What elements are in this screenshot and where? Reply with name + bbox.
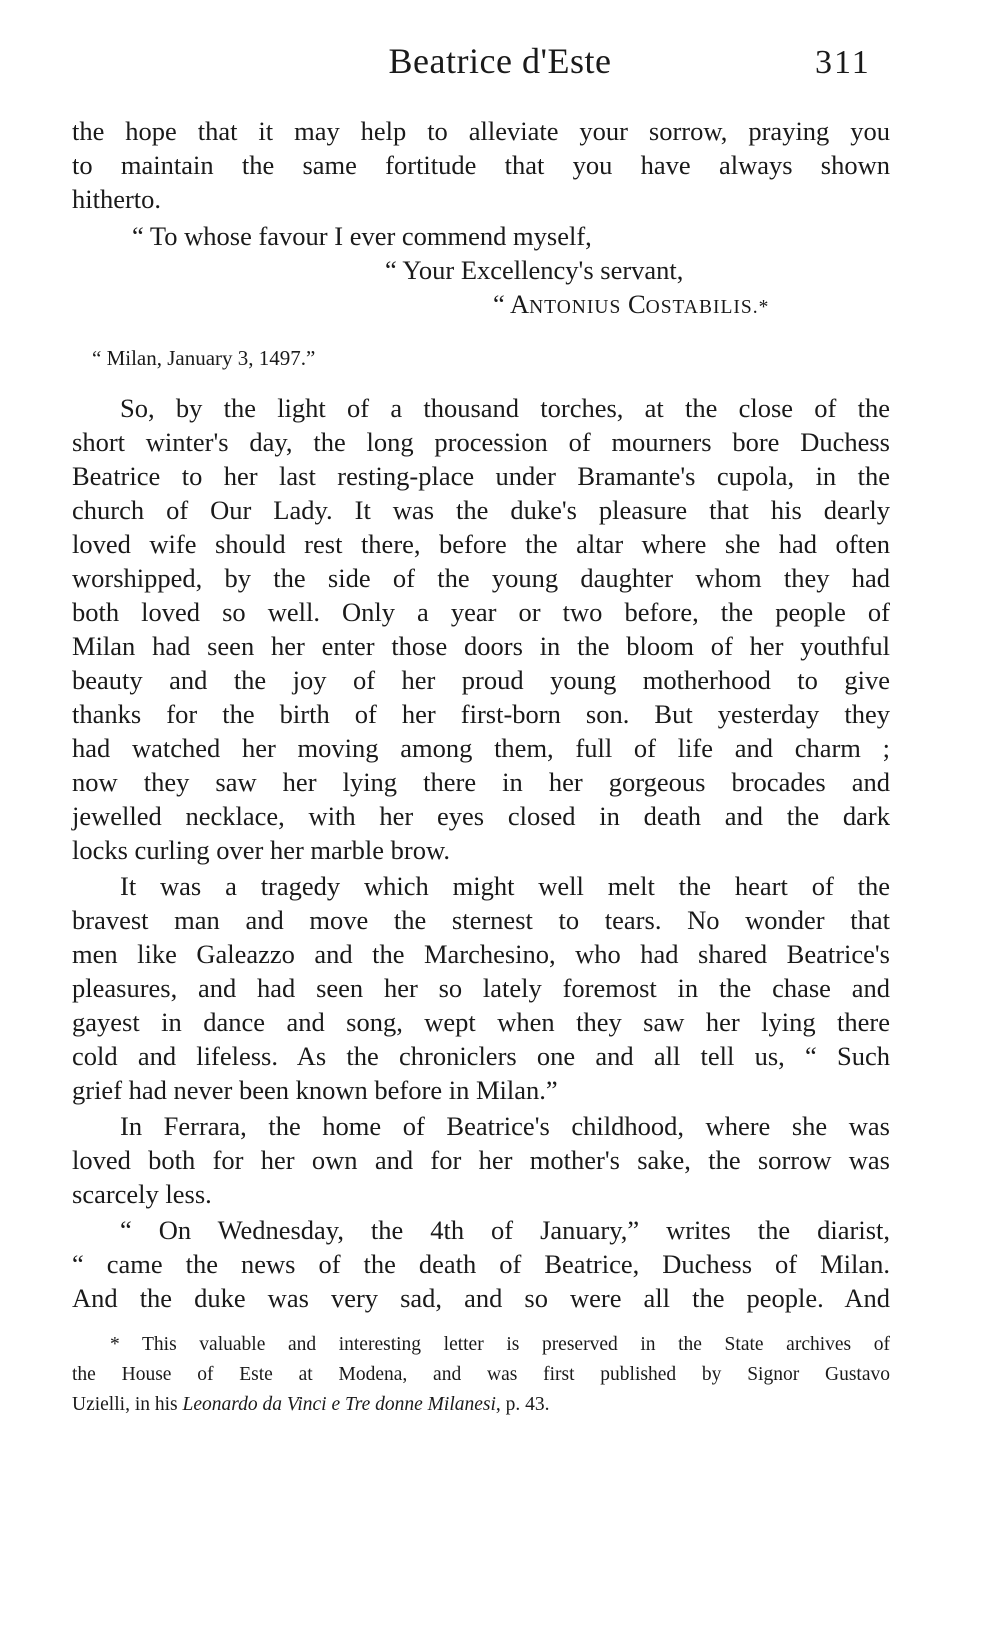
footnote-text: , p. 43. — [495, 1394, 550, 1415]
text-line: scarcely less. — [72, 1179, 212, 1209]
running-title: Beatrice d'Este — [388, 41, 612, 81]
text-line: worshipped, by the side of the young daughter whom they had — [72, 563, 890, 593]
text-line: cold and lifeless. As the chroniclers one and all tell us, “ Such — [72, 1041, 890, 1071]
text-line: In Ferrara, the home of Beatrice's childhood, where she was — [120, 1111, 890, 1141]
text-line: loved wife should rest there, before the altar where she had often — [72, 529, 890, 559]
footnote-line — [72, 1390, 890, 1420]
text-line: “ On Wednesday, the 4th of January,” writes the diarist, — [120, 1215, 890, 1245]
footnote-line: the House of Este at Modena, and was first published by Signor Gustavo — [72, 1364, 890, 1385]
letter-servant-line: “ Your Excellency's servant, — [385, 255, 684, 285]
text-line: Beatrice to her last resting-place under Bramante's cupola, in the — [72, 461, 890, 491]
text-line: thanks for the birth of her first-born son. But yesterday they — [72, 699, 890, 729]
text-line: bravest man and move the sternest to tears. No wonder that — [72, 905, 890, 935]
text-line: both loved so well. Only a year or two before, the people of — [72, 597, 890, 627]
text-line: now they saw her lying there in her gorgeous brocades and — [72, 767, 890, 797]
text-line: gayest in dance and song, wept when they saw her lying there — [72, 1007, 890, 1037]
text-line: beauty and the joy of her proud young motherhood to give — [72, 665, 890, 695]
letter-closing: “ To whose favour I ever commend myself, — [132, 221, 592, 251]
letter-line: to maintain the same fortitude that you have always shown — [72, 150, 890, 180]
text-line: men like Galeazzo and the Marchesino, who had shared Beatrice's — [72, 939, 890, 969]
text-line: And the duke was very sad, and so were all the people. And — [72, 1283, 890, 1313]
signature-small-caps: NTONIUS — [529, 297, 622, 318]
letter-signature — [493, 286, 769, 322]
signature-initial: C — [627, 289, 646, 319]
footnote-line: * This valuable and interesting letter is preserved in the State archives of — [110, 1334, 890, 1355]
signature-initial: A — [509, 289, 530, 319]
text-line: church of Our Lady. It was the duke's pleasure that his dearly — [72, 495, 890, 525]
text-line: It was a tragedy which might well melt the heart of the — [120, 871, 890, 901]
footnote-book-title: Leonardo da Vinci e Tre donne Milanesi — [182, 1394, 496, 1415]
text-line: locks curling over her marble brow. — [72, 835, 450, 865]
letter-line: the hope that it may help to alleviate your sorrow, praying you — [72, 116, 890, 146]
signature-open-quote: “ — [493, 289, 510, 319]
letter-line: hitherto. — [72, 184, 162, 214]
page-number: 311 — [815, 44, 871, 81]
text-line: short winter's day, the long procession of mourners bore Duchess — [72, 427, 890, 457]
text-line: grief had never been known before in Milan.” — [72, 1075, 558, 1105]
text-line: pleasures, and had seen her so lately foremost in the chase and — [72, 973, 890, 1003]
text-line: had watched her moving among them, full of life and charm ; — [72, 733, 890, 763]
signature-small-caps: OSTABILIS.* — [645, 297, 770, 318]
text-line: Milan had seen her enter those doors in the bloom of her youthful — [72, 631, 890, 661]
letter-date: “ Milan, January 3, 1497.” — [92, 346, 316, 370]
footnote-text: Uzielli, in his — [72, 1394, 183, 1415]
text-line: “ came the news of the death of Beatrice, Duchess of Milan. — [72, 1249, 890, 1279]
text-line: jewelled necklace, with her eyes closed in death and the dark — [72, 801, 890, 831]
text-line: So, by the light of a thousand torches, at the close of the — [120, 393, 890, 423]
text-line: loved both for her own and for her mother's sake, the sorrow was — [72, 1145, 890, 1175]
